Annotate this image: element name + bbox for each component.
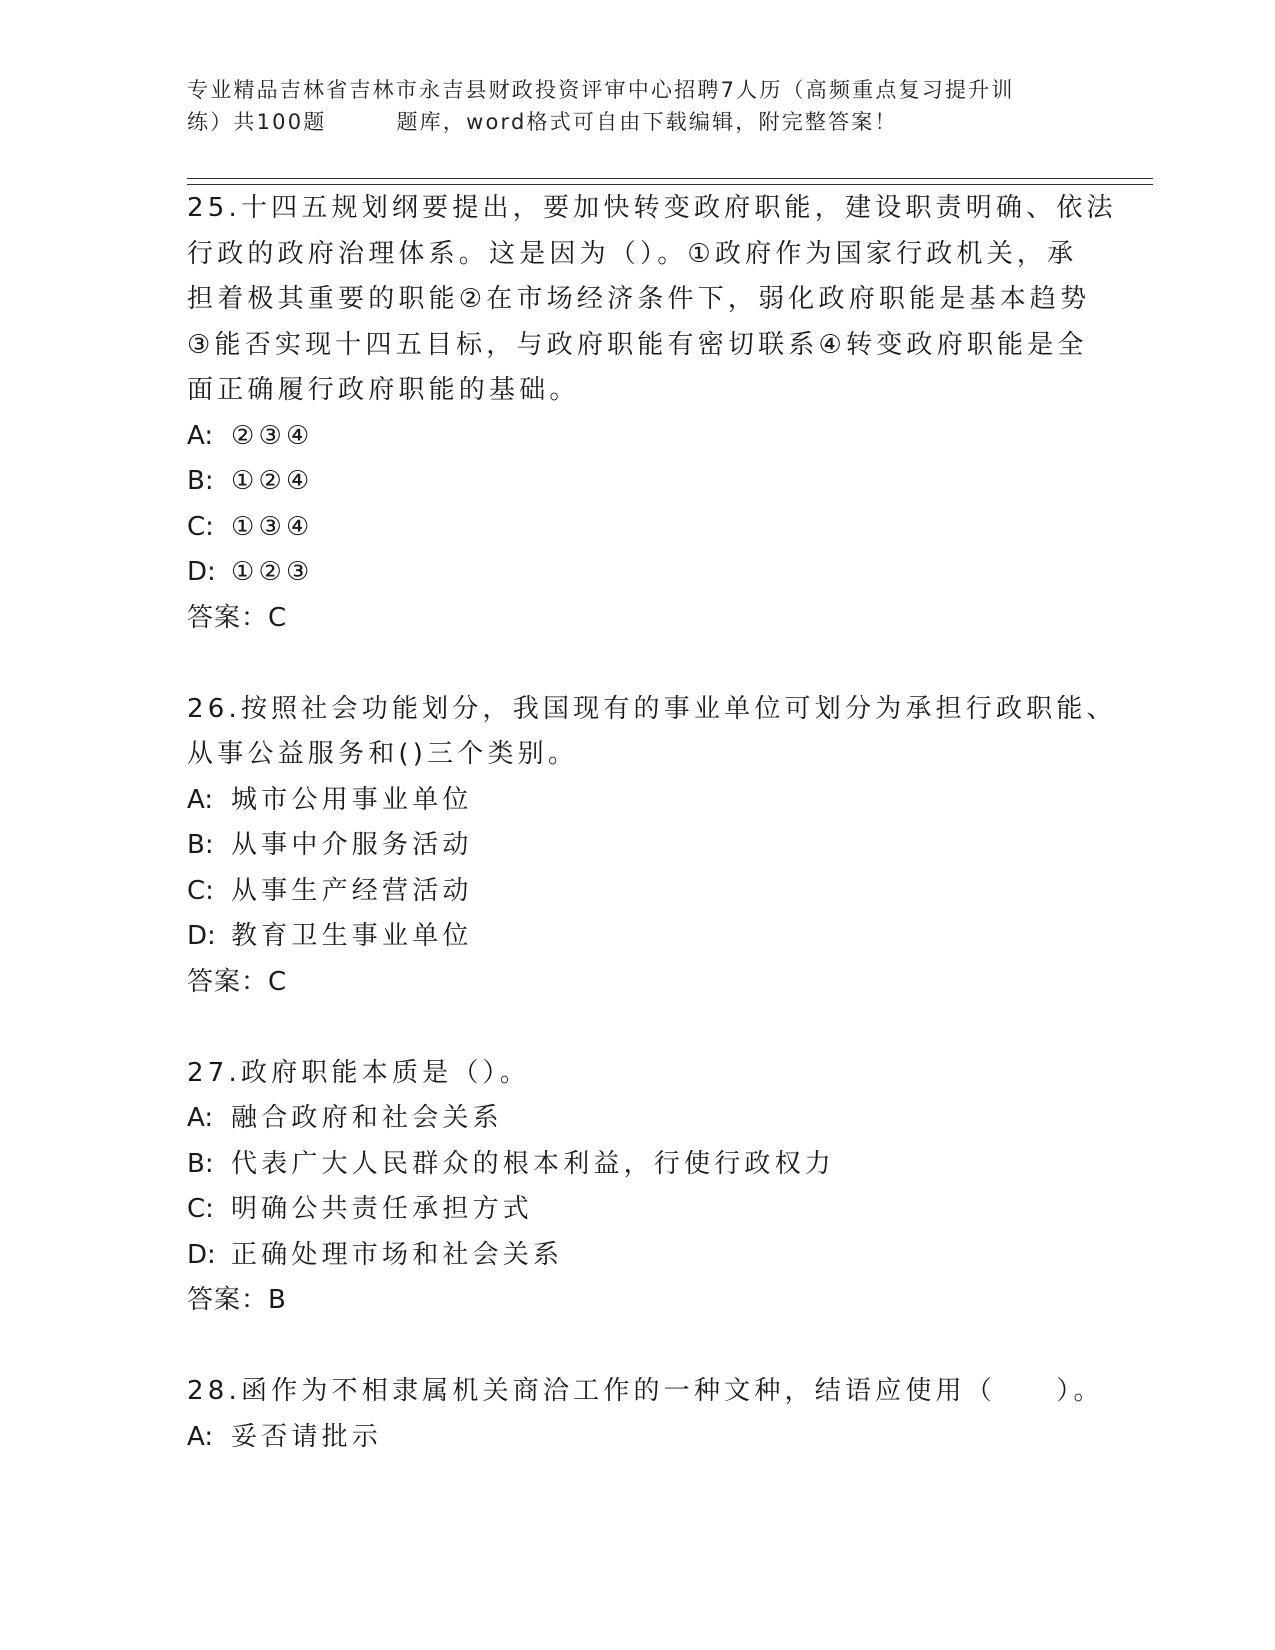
- option-text: 妥否请批示: [231, 1421, 383, 1452]
- option-letter: D:: [187, 557, 216, 587]
- option-letter: B:: [187, 466, 214, 496]
- question-stem-line: 27.政府职能本质是（）。: [187, 1057, 530, 1088]
- answer-line: 答案：C: [187, 602, 288, 633]
- option-c: [187, 869, 1087, 915]
- option-letter: D:: [187, 1239, 216, 1270]
- header-line-2: [187, 106, 1087, 138]
- header-line-2-part-1: 练）共100题: [187, 110, 327, 134]
- option-text: 代表广大人民群众的根本利益，行使行政权力: [231, 1148, 836, 1179]
- question-28: [187, 1369, 1104, 1460]
- option-a: [187, 1415, 1087, 1461]
- option-letter: A:: [187, 1103, 214, 1133]
- option-a: [187, 778, 1087, 824]
- header-rule-top: [187, 178, 1153, 179]
- option-text: 城市公用事业单位: [231, 784, 473, 815]
- question-stem-line: 28.函作为不相隶属机关商洽工作的一种文种，结语应使用（ ）。: [187, 1376, 1104, 1406]
- option-d: [187, 550, 1087, 596]
- option-text: ①②③: [231, 557, 314, 587]
- question-stem-line: 25.十四五规划纲要提出，要加快转变政府职能，建设职责明确、依法: [187, 193, 1117, 223]
- question-25: [187, 186, 1117, 641]
- option-text: 正确处理市场和社会关系: [231, 1239, 564, 1270]
- option-b: [187, 823, 1087, 869]
- question-27: [187, 1051, 1087, 1324]
- option-letter: A:: [187, 1421, 214, 1452]
- question-stem-line: 从事公益服务和()三个类别。: [187, 739, 579, 769]
- question-stem-line: 26.按照社会功能划分，我国现有的事业单位可划分为承担行政职能、: [187, 693, 1117, 724]
- option-text: 融合政府和社会关系: [231, 1103, 503, 1133]
- option-d: [187, 914, 1087, 960]
- answer-line: 答案：B: [187, 1285, 287, 1315]
- header-line-1: 专业精品吉林省吉林市永吉县财政投资评审中心招聘7人历（高频重点复习提升训: [187, 78, 1015, 102]
- question-26: [187, 687, 1117, 1006]
- option-a: [187, 1096, 1087, 1142]
- option-letter: D:: [187, 921, 216, 951]
- option-b: [187, 459, 1087, 505]
- answer-line: 答案：C: [187, 966, 288, 997]
- option-c: [187, 1187, 1087, 1233]
- question-stem-line: 行政的政府治理体系。这是因为（）。①政府作为国家行政机关，承: [187, 238, 1078, 269]
- option-letter: B:: [187, 830, 214, 860]
- question-stem-line: ③能否实现十四五目标，与政府职能有密切联系④转变政府职能是全: [187, 329, 1088, 360]
- option-text: ①③④: [231, 511, 314, 542]
- option-letter: A:: [187, 784, 214, 815]
- option-text: 教育卫生事业单位: [231, 921, 473, 951]
- option-text: 从事中介服务活动: [231, 830, 473, 860]
- option-d: [187, 1233, 1087, 1279]
- option-letter: B:: [187, 1148, 214, 1179]
- option-text: 从事生产经营活动: [231, 875, 473, 906]
- option-text: 明确公共责任承担方式: [231, 1194, 534, 1224]
- option-letter: C:: [187, 1194, 214, 1224]
- option-letter: A:: [187, 420, 214, 451]
- option-b: [187, 1142, 1087, 1188]
- option-letter: C:: [187, 875, 214, 906]
- option-text: ②③④: [231, 420, 314, 451]
- page-header: [187, 74, 1087, 138]
- question-stem-line: 担着极其重要的职能②在市场经济条件下，弱化政府职能是基本趋势: [187, 284, 1091, 314]
- header-rule-bottom: [187, 184, 1153, 185]
- option-letter: C:: [187, 511, 214, 542]
- option-a: [187, 414, 1087, 460]
- header-line-2-part-2: 题库，word格式可自由下载编辑，附完整答案！: [396, 110, 898, 134]
- question-stem-line: 面正确履行政府职能的基础。: [187, 375, 580, 405]
- option-text: ①②④: [231, 466, 314, 496]
- question-list: [187, 186, 1117, 1460]
- option-c: [187, 505, 1087, 551]
